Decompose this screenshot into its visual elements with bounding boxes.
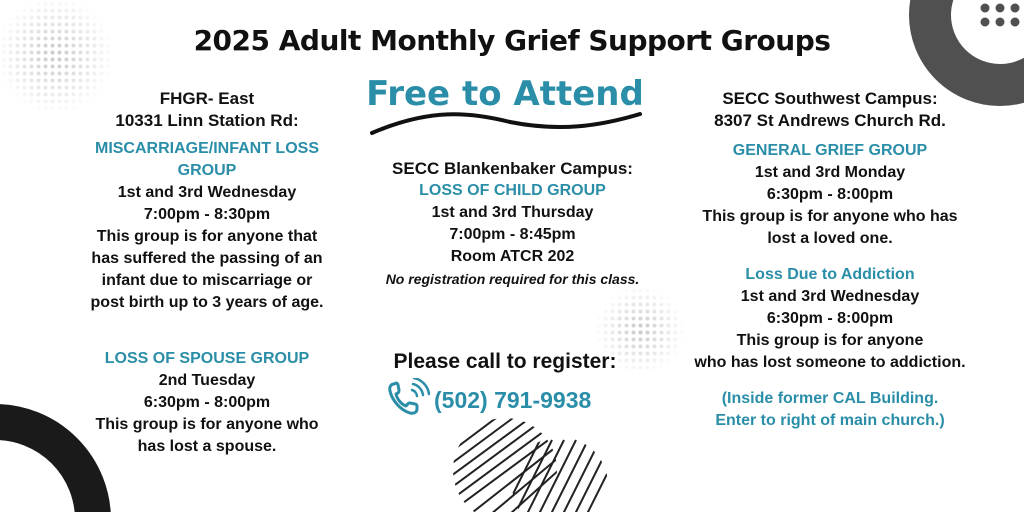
miscarriage-group-desc-4: post birth up to 3 years of age. bbox=[90, 294, 324, 311]
miscarriage-group-name-line1: MISCARRIAGE/INFANT LOSS bbox=[94, 140, 319, 157]
addiction-group-desc-2: who has lost someone to addiction. bbox=[694, 354, 966, 371]
middle-location: SECC Blankenbaker Campus: bbox=[392, 159, 633, 178]
addiction-group-desc-1: This group is for anyone bbox=[736, 332, 924, 349]
general-grief-group-desc-2: lost a loved one. bbox=[767, 230, 893, 247]
miscarriage-group-time: 7:00pm - 8:30pm bbox=[143, 206, 271, 223]
left-location-name: FHGR- East bbox=[159, 89, 255, 108]
addiction-group-name: Loss Due to Addiction bbox=[745, 266, 915, 283]
child-group-time: 7:00pm - 8:45pm bbox=[449, 226, 576, 243]
general-grief-group-desc-1: This group is for anyone who has bbox=[702, 208, 958, 225]
miscarriage-group-desc-2: has suffered the passing of an bbox=[91, 250, 323, 267]
left-location-address: 10331 Linn Station Rd: bbox=[115, 111, 299, 130]
spouse-group-desc-1: This group is for anyone who bbox=[95, 416, 319, 433]
location-note-2: Enter to right of main church.) bbox=[715, 412, 945, 429]
free-to-attend-heading: Free to Attend bbox=[366, 74, 644, 114]
child-group-room: Room ATCR 202 bbox=[450, 248, 575, 265]
child-group-schedule: 1st and 3rd Thursday bbox=[431, 204, 594, 221]
right-column bbox=[680, 88, 980, 432]
miscarriage-group-desc-3: infant due to miscarriage or bbox=[101, 272, 313, 289]
call-to-register: Please call to register: bbox=[393, 350, 617, 373]
right-location-address: 8307 St Andrews Church Rd. bbox=[714, 111, 946, 130]
phone-row[interactable] bbox=[386, 380, 591, 420]
general-grief-group-time: 6:30pm - 8:00pm bbox=[766, 186, 894, 203]
miscarriage-group-desc-1: This group is for anyone that bbox=[96, 228, 318, 245]
spouse-group-schedule: 2nd Tuesday bbox=[158, 372, 256, 389]
addiction-group-schedule: 1st and 3rd Wednesday bbox=[740, 288, 920, 305]
general-grief-group-name: GENERAL GRIEF GROUP bbox=[732, 142, 928, 159]
swoosh-underline bbox=[372, 114, 640, 133]
arc-bottom-left bbox=[0, 422, 93, 512]
addiction-group-time: 6:30pm - 8:00pm bbox=[766, 310, 894, 327]
left-column bbox=[82, 88, 332, 458]
miscarriage-group-schedule: 1st and 3rd Wednesday bbox=[117, 184, 297, 201]
right-location-name: SECC Southwest Campus: bbox=[722, 89, 938, 108]
phone-number-link[interactable]: (502) 791-9938 bbox=[434, 386, 592, 413]
miscarriage-group-name-line2: GROUP bbox=[177, 162, 237, 179]
child-group-note: No registration required for this class. bbox=[385, 271, 640, 287]
middle-column bbox=[370, 158, 655, 290]
phone-ringing-icon bbox=[386, 378, 430, 423]
page-title: 2025 Adult Monthly Grief Support Groups bbox=[193, 24, 831, 57]
child-group-name: LOSS OF CHILD GROUP bbox=[419, 182, 606, 199]
spouse-group-time: 6:30pm - 8:00pm bbox=[143, 394, 271, 411]
spouse-group-desc-2: has lost a spouse. bbox=[137, 438, 277, 455]
location-note-1: (Inside former CAL Building. bbox=[721, 390, 939, 407]
spouse-group-name: LOSS OF SPOUSE GROUP bbox=[104, 350, 310, 367]
general-grief-group-schedule: 1st and 3rd Monday bbox=[754, 164, 906, 181]
